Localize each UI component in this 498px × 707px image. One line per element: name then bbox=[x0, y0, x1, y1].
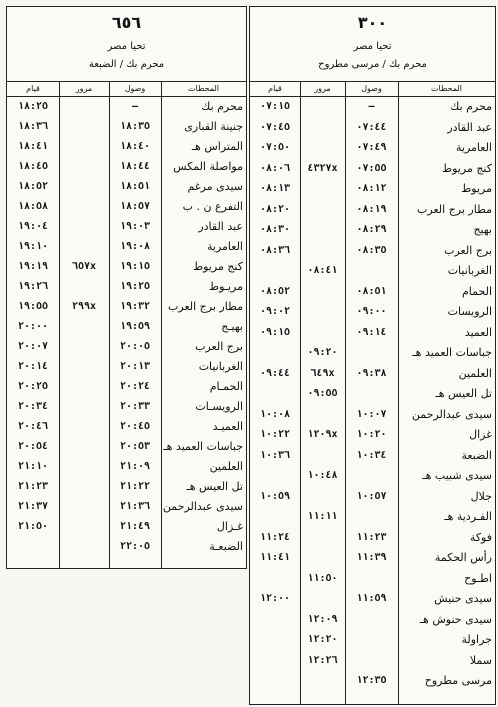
pass-time bbox=[59, 437, 109, 457]
depart-time: ٢٠:٥٤ bbox=[17, 441, 49, 452]
arrival-time: ٠٩:٠٠ bbox=[356, 306, 387, 317]
arrival-time: ٢٢:٠٥ bbox=[119, 541, 151, 552]
table-row bbox=[250, 364, 495, 385]
pass-time bbox=[59, 357, 109, 377]
station-name: الفـردية هـ bbox=[444, 510, 492, 523]
column-header-station: المحطات bbox=[398, 81, 495, 97]
depart-time: ٠٧:٤٥ bbox=[259, 121, 291, 133]
arrival-time bbox=[345, 343, 398, 364]
depart-time: ٠٨:٣٦ bbox=[259, 244, 291, 256]
station-name: مرسى مطروح bbox=[424, 674, 492, 687]
train-number: ٦٥٦ bbox=[111, 13, 142, 32]
pass-time bbox=[300, 487, 345, 508]
pass-time bbox=[300, 138, 345, 159]
table-row bbox=[250, 528, 495, 549]
station-name: جباسات العميد هـ bbox=[163, 440, 243, 453]
table-row bbox=[250, 138, 495, 159]
station-name: سيدى شبيب هـ bbox=[422, 469, 492, 482]
train-route: محرم بك / مرسى مطروح bbox=[318, 59, 427, 70]
column-header-arrival: وصول bbox=[109, 81, 161, 97]
depart-time: ١١:٤١ bbox=[259, 552, 291, 563]
pass-time: ٦٥٧x bbox=[71, 261, 97, 272]
table-row bbox=[7, 177, 246, 197]
column-header-pass: مرور bbox=[300, 81, 345, 97]
depart-time: ١١:٢٤ bbox=[259, 531, 291, 543]
depart-time: ٢٠:٠٧ bbox=[17, 341, 49, 352]
arrival-time: ٠٧:٤٩ bbox=[356, 142, 387, 153]
pass-time bbox=[300, 405, 345, 426]
station-name: العلمين bbox=[209, 460, 243, 473]
station-name: فوكة bbox=[469, 530, 492, 544]
station-name: سيدى عبدالرحمن bbox=[411, 407, 492, 421]
station-name: برج العرب bbox=[444, 243, 492, 257]
arrival-time: ١٩:٥٩ bbox=[119, 321, 151, 332]
table-row bbox=[250, 630, 495, 651]
station-name: تل العيس هـ bbox=[435, 387, 492, 400]
arrival-time: ١٨:٥١ bbox=[119, 181, 151, 192]
pass-time bbox=[59, 97, 109, 117]
table-row bbox=[7, 117, 246, 137]
station-name: محرم بك bbox=[201, 100, 243, 113]
pass-time bbox=[300, 323, 345, 344]
arrival-time: ٠٧:٥٥ bbox=[356, 162, 387, 174]
pass-time bbox=[59, 497, 109, 517]
depart-time: ١٩:٥٥ bbox=[17, 301, 49, 312]
arrival-time: ٠٨:٣٥ bbox=[356, 244, 387, 256]
pass-time bbox=[300, 528, 345, 549]
depart-time: ٢٠:٠٠ bbox=[17, 321, 49, 332]
arrival-time: ٠٩:١٤ bbox=[356, 326, 387, 338]
pass-time bbox=[300, 118, 345, 139]
pass-time: ٠٩:٥٥ bbox=[307, 388, 338, 399]
arrival-time: ١٨:٣٥ bbox=[119, 121, 151, 132]
table-row bbox=[7, 377, 246, 397]
depart-time: ٠٨:٢٠ bbox=[259, 203, 291, 215]
arrival-time: ١٨:٤٠ bbox=[119, 141, 151, 152]
depart-time: ٠٩:١٥ bbox=[259, 326, 291, 338]
table-row bbox=[7, 477, 246, 497]
arrival-time: ١٩:١٥ bbox=[119, 261, 151, 272]
depart-time: ٢١:٥٠ bbox=[17, 521, 49, 532]
depart-time: ١٢:٠٠ bbox=[259, 593, 291, 604]
pass-time: ٤٣٢٧x bbox=[307, 162, 338, 174]
table-row bbox=[250, 466, 495, 487]
timetable-300 bbox=[249, 6, 496, 705]
station-name: الحمـام bbox=[209, 380, 243, 393]
station-name: العلمين bbox=[458, 366, 492, 380]
arrival-time: ٢٠:١٣ bbox=[119, 361, 151, 372]
station-name: الضبعة bbox=[461, 448, 492, 462]
arrival-time: ٢٠:٥٣ bbox=[119, 441, 151, 452]
arrival-time bbox=[345, 466, 398, 487]
table-row bbox=[7, 517, 246, 537]
station-name: الغربانيات bbox=[447, 264, 492, 277]
pass-time bbox=[300, 179, 345, 200]
depart-time bbox=[250, 569, 300, 590]
depart-time: ١٠:٢٢ bbox=[259, 429, 291, 440]
station-name: المتراس هـ bbox=[191, 140, 243, 153]
arrival-time: ٠٧:٤٤ bbox=[356, 121, 387, 133]
station-name: الحمام bbox=[461, 284, 492, 298]
pass-time bbox=[300, 220, 345, 241]
depart-time bbox=[250, 466, 300, 487]
table-row bbox=[250, 384, 495, 405]
station-name: العامرية bbox=[456, 141, 492, 154]
station-name: سيدى حنيش bbox=[434, 592, 492, 605]
table-row bbox=[7, 337, 246, 357]
arrival-time: ٢٠:٤٥ bbox=[119, 421, 151, 432]
pass-time bbox=[59, 157, 109, 177]
arrival-time: ١١:٣٩ bbox=[356, 552, 387, 563]
station-name: بهيـج bbox=[221, 320, 243, 333]
arrival-time: ٢١:٢٢ bbox=[119, 481, 151, 492]
arrival-time: ١٠:٣٤ bbox=[356, 449, 387, 461]
arrival-time: ٠٨:١٢ bbox=[356, 183, 387, 194]
pass-time bbox=[59, 237, 109, 257]
depart-time: ٢٠:١٤ bbox=[17, 361, 49, 372]
station-name: سيدى مرغم bbox=[187, 180, 243, 193]
depart-time: ١٨:٥٨ bbox=[17, 201, 49, 212]
arrival-time: ١٩:٠٣ bbox=[119, 221, 151, 232]
train-title: تحيا مصر bbox=[107, 41, 146, 52]
station-name: مواصلة المكس bbox=[173, 160, 243, 173]
depart-time bbox=[250, 261, 300, 282]
table-row bbox=[250, 323, 495, 344]
station-name: تل العيس هـ bbox=[186, 480, 243, 493]
depart-time bbox=[250, 384, 300, 405]
pass-time: ١٢:٢٦ bbox=[307, 654, 338, 666]
depart-time: ١٠:٠٨ bbox=[259, 408, 291, 420]
pass-time bbox=[59, 337, 109, 357]
table-row bbox=[250, 651, 495, 672]
table-row bbox=[7, 317, 246, 337]
pass-time bbox=[59, 537, 109, 557]
arrival-time: ١٠:٠٧ bbox=[356, 408, 387, 420]
table-row bbox=[250, 610, 495, 631]
timetable-656 bbox=[6, 6, 247, 569]
arrival-time: ١٢:٣٥ bbox=[356, 675, 387, 686]
pass-time bbox=[59, 477, 109, 497]
table-row bbox=[250, 179, 495, 200]
pass-time bbox=[300, 200, 345, 221]
table-row bbox=[250, 118, 495, 139]
arrival-time: ٠٨:٥١ bbox=[356, 285, 387, 297]
arrival-time bbox=[345, 507, 398, 528]
depart-time: ١٩:٠٤ bbox=[17, 221, 49, 232]
station-name: التفرع ن . ب bbox=[182, 200, 243, 213]
pass-time bbox=[300, 241, 345, 262]
table-row bbox=[250, 405, 495, 426]
depart-time: ٠٩:٠٢ bbox=[259, 306, 291, 317]
arrival-time: ٢٠:٢٤ bbox=[119, 381, 151, 392]
table-row bbox=[7, 237, 246, 257]
train-number: ٣٠٠ bbox=[357, 13, 388, 32]
station-name: رأس الحكمة bbox=[434, 551, 492, 564]
depart-time: ٢١:١٠ bbox=[17, 461, 49, 472]
column-header-depart: قيام bbox=[7, 81, 59, 97]
arrival-time: ٢١:٠٩ bbox=[119, 461, 151, 472]
pass-time bbox=[59, 197, 109, 217]
table-row bbox=[250, 589, 495, 610]
station-name: جلال bbox=[470, 489, 492, 503]
station-name: الغربانيات bbox=[198, 360, 243, 373]
arrival-time bbox=[345, 569, 398, 590]
pass-time bbox=[59, 457, 109, 477]
station-name: الرويسـات bbox=[195, 400, 243, 413]
depart-time bbox=[250, 343, 300, 364]
station-name: الضبعـة bbox=[209, 540, 243, 553]
arrival-time: ١٨:٥٧ bbox=[119, 201, 151, 212]
table-row bbox=[250, 241, 495, 262]
arrival-time bbox=[345, 261, 398, 282]
arrival-time: ١٩:٢٥ bbox=[119, 281, 151, 292]
column-header-pass: مرور bbox=[59, 81, 109, 97]
depart-time: ٢١:٣٧ bbox=[17, 501, 49, 512]
table-row bbox=[7, 417, 246, 437]
arrival-time: ٢١:٣٦ bbox=[119, 501, 151, 512]
table-row bbox=[250, 548, 495, 569]
station-name: عبد القادر bbox=[198, 220, 243, 233]
table-row bbox=[250, 487, 495, 508]
station-name: سيدى عبدالرحمن bbox=[162, 500, 243, 513]
station-name: عبد القادر bbox=[447, 120, 492, 134]
depart-time bbox=[250, 610, 300, 631]
depart-time bbox=[7, 537, 59, 557]
arrival-time: ٠٩:٣٨ bbox=[356, 367, 387, 379]
pass-time bbox=[300, 446, 345, 467]
depart-time: ١٨:٣٦ bbox=[17, 121, 49, 132]
table-row bbox=[7, 437, 246, 457]
column-header-arrival: وصول bbox=[345, 81, 398, 97]
table-row bbox=[250, 507, 495, 528]
pass-time bbox=[59, 177, 109, 197]
table-row bbox=[7, 137, 246, 157]
depart-time: ٢٠:٢٥ bbox=[17, 381, 49, 392]
depart-time bbox=[250, 671, 300, 692]
column-header-depart: قيام bbox=[250, 81, 300, 97]
station-name: العميـد bbox=[212, 420, 243, 433]
pass-time bbox=[59, 117, 109, 137]
arrival-time: ٠٨:١٩ bbox=[356, 203, 387, 215]
table-row bbox=[250, 302, 495, 323]
arrival-time: ٢٠:٠٥ bbox=[119, 341, 151, 352]
table-row bbox=[250, 282, 495, 303]
depart-time: ١٠:٣٦ bbox=[259, 449, 291, 461]
arrival-time bbox=[345, 630, 398, 651]
depart-time bbox=[250, 651, 300, 672]
pass-time: ٢٩٩x bbox=[71, 301, 97, 312]
table-row bbox=[7, 457, 246, 477]
pass-time bbox=[59, 277, 109, 297]
table-row bbox=[250, 671, 495, 692]
pass-time bbox=[59, 417, 109, 437]
pass-time bbox=[300, 302, 345, 323]
arrival-time: ٠٨:٢٩ bbox=[356, 224, 387, 235]
arrival-time: ١٠:٥٧ bbox=[356, 490, 387, 502]
station-name: مطار برج العرب bbox=[168, 300, 243, 313]
station-name: جراولة bbox=[461, 633, 492, 646]
table-row bbox=[250, 569, 495, 590]
pass-time: ١٢٠٩x bbox=[307, 429, 338, 440]
depart-time: ٢٠:٣٤ bbox=[17, 401, 49, 412]
arrival-time: ٢٠:٣٣ bbox=[119, 401, 151, 412]
pass-time bbox=[300, 589, 345, 610]
arrival-time: ٢١:٤٩ bbox=[119, 521, 151, 532]
depart-time: ٠٨:٠٦ bbox=[259, 162, 291, 174]
arrival-time: ١٠:٢٠ bbox=[356, 429, 387, 440]
pass-time bbox=[59, 217, 109, 237]
station-name: مريوط bbox=[461, 182, 492, 195]
depart-time bbox=[250, 507, 300, 528]
depart-time: ٠٨:١٣ bbox=[259, 183, 291, 194]
depart-time: ٠٨:٥٢ bbox=[259, 285, 291, 297]
pass-time bbox=[59, 137, 109, 157]
station-name: جباسات العميد هـ bbox=[412, 346, 492, 359]
depart-time: ٠٨:٣٠ bbox=[259, 224, 291, 235]
station-name: محرم بك bbox=[450, 100, 492, 113]
table-row bbox=[7, 537, 246, 557]
table-row bbox=[7, 277, 246, 297]
station-name: الرويسات bbox=[447, 305, 492, 318]
train-title: تحيا مصر bbox=[353, 41, 392, 52]
pass-time bbox=[59, 377, 109, 397]
pass-time bbox=[300, 282, 345, 303]
depart-time: ٠٩:٤٤ bbox=[259, 367, 291, 379]
arrival-time bbox=[345, 651, 398, 672]
depart-time: ١٩:١٠ bbox=[17, 241, 49, 252]
pass-time bbox=[300, 671, 345, 692]
depart-time: ٠٧:١٥ bbox=[259, 101, 291, 112]
arrival-time: ١١:٢٣ bbox=[356, 531, 387, 543]
station-name: غـزال bbox=[216, 520, 243, 533]
table-row bbox=[7, 97, 246, 117]
arrival-time bbox=[345, 610, 398, 631]
table-row bbox=[7, 217, 246, 237]
pass-time bbox=[59, 317, 109, 337]
pass-time bbox=[300, 548, 345, 569]
table-row bbox=[7, 397, 246, 417]
pass-time bbox=[59, 517, 109, 537]
table-row bbox=[7, 157, 246, 177]
table-row bbox=[250, 446, 495, 467]
station-name: جنينة القبارى bbox=[184, 120, 243, 133]
arrival-time: — bbox=[131, 101, 139, 112]
table-row bbox=[250, 425, 495, 446]
pass-time: ١٢:٠٩ bbox=[307, 613, 338, 625]
train-route: محرم بك / الضبعة bbox=[88, 59, 165, 70]
station-name: بهيج bbox=[473, 223, 492, 236]
table-row bbox=[7, 357, 246, 377]
table-row bbox=[7, 257, 246, 277]
pass-time: ١٢:٢٠ bbox=[307, 634, 338, 645]
table-row bbox=[250, 343, 495, 364]
table-row bbox=[7, 497, 246, 517]
depart-time: ١٠:٥٩ bbox=[259, 490, 291, 502]
arrival-time: ١٩:٠٨ bbox=[119, 241, 151, 252]
pass-time: ١٠:٤٨ bbox=[307, 470, 338, 481]
station-name: العميد bbox=[464, 325, 492, 339]
arrival-time: ١٩:٣٢ bbox=[119, 301, 151, 312]
pass-time: ١١:١١ bbox=[307, 511, 338, 522]
depart-time: ١٩:٢٦ bbox=[17, 281, 49, 292]
station-name: العامرية bbox=[207, 240, 243, 253]
arrival-time: — bbox=[368, 101, 375, 112]
arrival-time bbox=[345, 384, 398, 405]
arrival-time: ١١:٥٩ bbox=[356, 593, 387, 604]
table-row bbox=[250, 159, 495, 180]
depart-time: ٢١:٢٣ bbox=[17, 481, 49, 492]
pass-time bbox=[300, 97, 345, 118]
table-row bbox=[250, 220, 495, 241]
pass-time: ١١:٥٠ bbox=[307, 572, 338, 584]
station-name: سيدى حنوش هـ bbox=[419, 612, 492, 626]
arrival-time: ١٨:٤٤ bbox=[119, 161, 151, 172]
station-name: مطار برج العرب bbox=[417, 202, 492, 216]
depart-time: ١٨:٥٢ bbox=[17, 181, 49, 192]
pass-time: ٦٤٩x bbox=[310, 367, 335, 379]
depart-time: ١٨:٤١ bbox=[17, 141, 49, 152]
station-name: سملا bbox=[469, 653, 492, 667]
depart-time bbox=[250, 630, 300, 651]
column-header-station: المحطات bbox=[161, 81, 246, 97]
station-name: كنج مريوط bbox=[441, 161, 492, 175]
table-row bbox=[7, 197, 246, 217]
station-name: برج العرب bbox=[195, 340, 243, 353]
station-name: مريـوط bbox=[208, 280, 243, 293]
depart-time: ٢٠:٤٦ bbox=[17, 421, 49, 432]
depart-time: ٠٧:٥٠ bbox=[259, 142, 291, 153]
pass-time bbox=[59, 397, 109, 417]
table-row bbox=[250, 97, 495, 118]
pass-time: ٠٩:٢٠ bbox=[307, 347, 338, 358]
depart-time: ١٩:١٩ bbox=[17, 261, 49, 272]
depart-time: ١٨:٤٥ bbox=[17, 161, 49, 172]
table-row bbox=[250, 200, 495, 221]
pass-time: ٠٨:٤١ bbox=[307, 265, 338, 276]
depart-time: ١٨:٢٥ bbox=[17, 101, 49, 112]
station-name: اطـوح bbox=[464, 571, 492, 585]
station-name: كنج مريوط bbox=[192, 260, 243, 273]
table-row bbox=[250, 261, 495, 282]
table-row bbox=[7, 297, 246, 317]
station-name: غزال bbox=[469, 428, 492, 441]
